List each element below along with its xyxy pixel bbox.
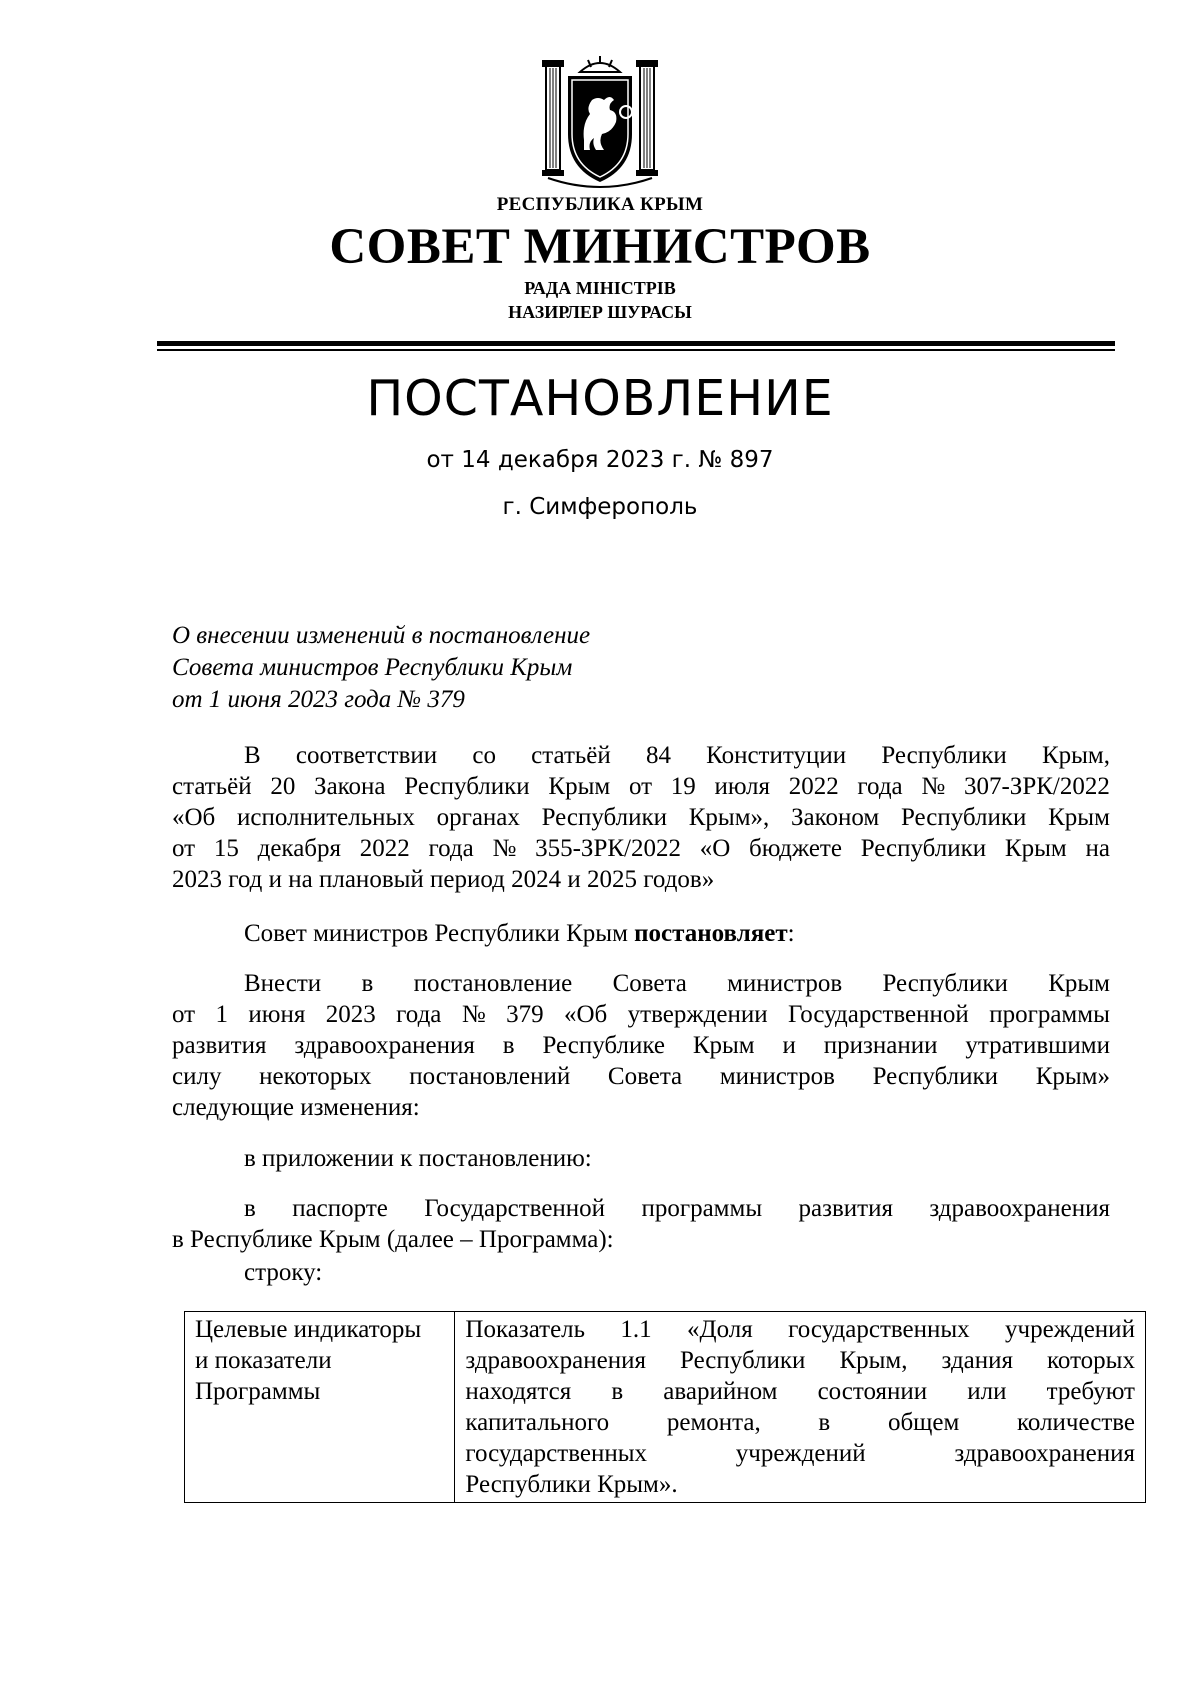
- cell-line: Программы: [195, 1378, 321, 1405]
- word: Республики: [860, 835, 987, 862]
- document-city: г. Симферополь: [502, 494, 698, 520]
- word: Совета: [612, 970, 687, 997]
- word: или: [967, 1378, 1007, 1405]
- word: силу: [172, 1063, 222, 1090]
- word: В: [244, 742, 261, 769]
- preamble-line: [172, 740, 1110, 771]
- row-line: строку:: [244, 1259, 323, 1286]
- word: №: [461, 1001, 486, 1028]
- word: соответствии: [295, 742, 438, 769]
- word: постановлений: [409, 1063, 571, 1090]
- resolves-prefix: Совет министров Республики Крым: [244, 920, 635, 947]
- word: Законом: [791, 804, 880, 831]
- word: Республики: [404, 773, 530, 800]
- word: 19: [670, 773, 696, 800]
- word: от: [172, 835, 196, 862]
- table-row: [185, 1312, 1146, 1503]
- passport-paragraph: [172, 1193, 1110, 1255]
- word: Крым»: [1035, 1063, 1110, 1090]
- word: Крым: [692, 1032, 755, 1059]
- word: в: [611, 1378, 624, 1405]
- appendix-paragraph: [172, 1143, 1110, 1174]
- word: в: [244, 1195, 256, 1222]
- word: Внести: [244, 970, 322, 997]
- resolves-paragraph: [172, 918, 1110, 949]
- word: Совета: [607, 1063, 683, 1090]
- table-cell-value: [455, 1312, 1146, 1503]
- word: в: [502, 1032, 515, 1059]
- word: некоторых: [259, 1063, 372, 1090]
- word: исполнительных: [237, 804, 415, 831]
- word: паспорте: [292, 1195, 388, 1222]
- word: учреждений: [735, 1440, 866, 1467]
- word: государственных: [465, 1440, 647, 1467]
- word: состоянии: [817, 1378, 928, 1405]
- word: «О: [699, 835, 731, 862]
- table-cell-label: [185, 1312, 455, 1503]
- word: 379: [506, 1001, 544, 1028]
- word: Республики: [872, 1063, 999, 1090]
- word: требуют: [1046, 1378, 1135, 1405]
- word: Крым»,: [688, 804, 770, 831]
- word: которых: [1047, 1347, 1135, 1374]
- word: года: [857, 773, 903, 800]
- council-name-ukrainian: РАДА МІНІСТРІВ: [524, 278, 676, 298]
- word: развития: [172, 1032, 267, 1059]
- word: 355-ЗРК/2022: [535, 835, 681, 862]
- cell-line: [465, 1407, 1135, 1438]
- amendment-line: [172, 1061, 1110, 1092]
- word: Республики: [900, 804, 1027, 831]
- word: признании: [823, 1032, 938, 1059]
- cell-line: [465, 1314, 1135, 1345]
- word: Крым: [548, 773, 611, 800]
- word: министров: [727, 970, 843, 997]
- council-name-crimean-tatar: НАЗИРЛЕР ШУРАСЫ: [508, 302, 692, 322]
- word: утратившими: [965, 1032, 1110, 1059]
- word: «Об: [172, 804, 216, 831]
- appendix-line: в приложении к постановлению:: [244, 1145, 592, 1172]
- word: общем: [887, 1409, 960, 1436]
- subject-line: от 1 июня 2023 года № 379: [172, 686, 465, 713]
- word: Крым,: [1041, 742, 1110, 769]
- header-divider-thin: [157, 349, 1115, 351]
- word: года: [428, 835, 474, 862]
- word: 84: [645, 742, 671, 769]
- word: Государственной: [787, 1001, 969, 1028]
- word: Показатель: [465, 1316, 586, 1343]
- amendment-line: [172, 1030, 1110, 1061]
- word: утверждении: [627, 1001, 768, 1028]
- word: органах: [436, 804, 520, 831]
- amendment-paragraph: [172, 968, 1110, 1123]
- republic-name: РЕСПУБЛИКА КРЫМ: [496, 194, 704, 215]
- line-text: 2023 год и на плановый период 2024 и 2025 годов»: [172, 866, 715, 893]
- passport-line: [172, 1224, 1110, 1255]
- preamble-line: [172, 771, 1110, 802]
- word: в: [818, 1409, 831, 1436]
- word: здания: [941, 1347, 1014, 1374]
- word: «Доля: [687, 1316, 753, 1343]
- word: на: [1085, 835, 1110, 862]
- word: Республики: [882, 970, 1008, 997]
- word: постановление: [413, 970, 573, 997]
- cell-line: Целевые индикаторы: [195, 1316, 422, 1343]
- header-divider-thick: [157, 341, 1115, 346]
- word: Республики: [541, 804, 668, 831]
- word: в: [361, 970, 374, 997]
- preamble-line: [172, 802, 1110, 833]
- document-title: ПОСТАНОВЛЕНИЕ: [366, 370, 834, 427]
- word: 1.1: [620, 1316, 652, 1343]
- word: здравоохранения: [929, 1195, 1110, 1222]
- word: 1: [215, 1001, 229, 1028]
- word: программы: [641, 1195, 763, 1222]
- resolves-suffix: :: [787, 920, 795, 947]
- word: декабря: [257, 835, 342, 862]
- word: статьёй: [531, 742, 611, 769]
- word: №: [921, 773, 946, 800]
- word: Крым: [1004, 835, 1067, 862]
- word: Конституции: [706, 742, 847, 769]
- council-name: СОВЕТ МИНИСТРОВ: [329, 219, 871, 275]
- preamble-line: [172, 833, 1110, 864]
- indicators-table: [184, 1311, 1146, 1503]
- word: Крым: [1048, 970, 1110, 997]
- word: со: [472, 742, 496, 769]
- preamble-line: [172, 864, 1110, 895]
- word: «Об: [563, 1001, 608, 1028]
- line-text: в Республике Крым (далее – Программа):: [172, 1226, 614, 1253]
- word: здравоохранения: [465, 1347, 646, 1374]
- word: бюджете: [749, 835, 842, 862]
- word: капитального: [465, 1409, 610, 1436]
- amendment-line: [172, 1092, 1110, 1123]
- preamble-paragraph: [172, 740, 1110, 895]
- word: Республики: [680, 1347, 806, 1374]
- subject-line: Совета министров Республики Крым: [172, 654, 573, 681]
- word: от: [172, 1001, 196, 1028]
- word: 15: [213, 835, 239, 862]
- row-paragraph: [172, 1257, 1110, 1288]
- word: №: [492, 835, 517, 862]
- word: государственных: [788, 1316, 970, 1343]
- word: Республике: [542, 1032, 665, 1059]
- word: 20: [270, 773, 296, 800]
- line-text: следующие изменения:: [172, 1094, 420, 1121]
- word: 2022: [359, 835, 410, 862]
- resolves-line: [172, 918, 1110, 949]
- cell-line: и показатели: [195, 1347, 332, 1374]
- amendment-line: [172, 968, 1110, 999]
- amendment-line: [172, 999, 1110, 1030]
- word: года: [396, 1001, 442, 1028]
- word: 307-ЗРК/2022: [963, 773, 1110, 800]
- cell-line: [465, 1345, 1135, 1376]
- word: аварийном: [663, 1378, 778, 1405]
- word: здравоохранения: [954, 1440, 1135, 1467]
- word: здравоохранения: [294, 1032, 475, 1059]
- word: Крым: [1048, 804, 1110, 831]
- word: программы: [989, 1001, 1110, 1028]
- word: Республики: [881, 742, 1007, 769]
- cell-line: [465, 1438, 1135, 1469]
- passport-line: [172, 1193, 1110, 1224]
- word: министров: [719, 1063, 835, 1090]
- word: 2022: [788, 773, 839, 800]
- document-subject: [172, 620, 590, 716]
- word: статьёй: [172, 773, 252, 800]
- word: учреждений: [1005, 1316, 1135, 1343]
- cell-line: [465, 1469, 1135, 1500]
- word: количестве: [1017, 1409, 1135, 1436]
- word: находятся: [465, 1378, 572, 1405]
- word: 2023: [325, 1001, 376, 1028]
- cell-line: [465, 1376, 1135, 1407]
- word: ремонта,: [666, 1409, 761, 1436]
- resolves-keyword: постановляет: [634, 920, 788, 947]
- crimea-coat-of-arms-icon: [538, 50, 662, 190]
- document-date-number: от 14 декабря 2023 г. № 897: [426, 447, 774, 473]
- subject-line: О внесении изменений в постановление: [172, 622, 591, 649]
- word: развития: [798, 1195, 893, 1222]
- word: Государственной: [424, 1195, 606, 1222]
- word: июля: [714, 773, 770, 800]
- word: от: [628, 773, 653, 800]
- word: Крым,: [839, 1347, 908, 1374]
- word: Закона: [314, 773, 386, 800]
- word: июня: [248, 1001, 306, 1028]
- word: и: [782, 1032, 796, 1059]
- line-text: Республики Крым».: [465, 1471, 678, 1498]
